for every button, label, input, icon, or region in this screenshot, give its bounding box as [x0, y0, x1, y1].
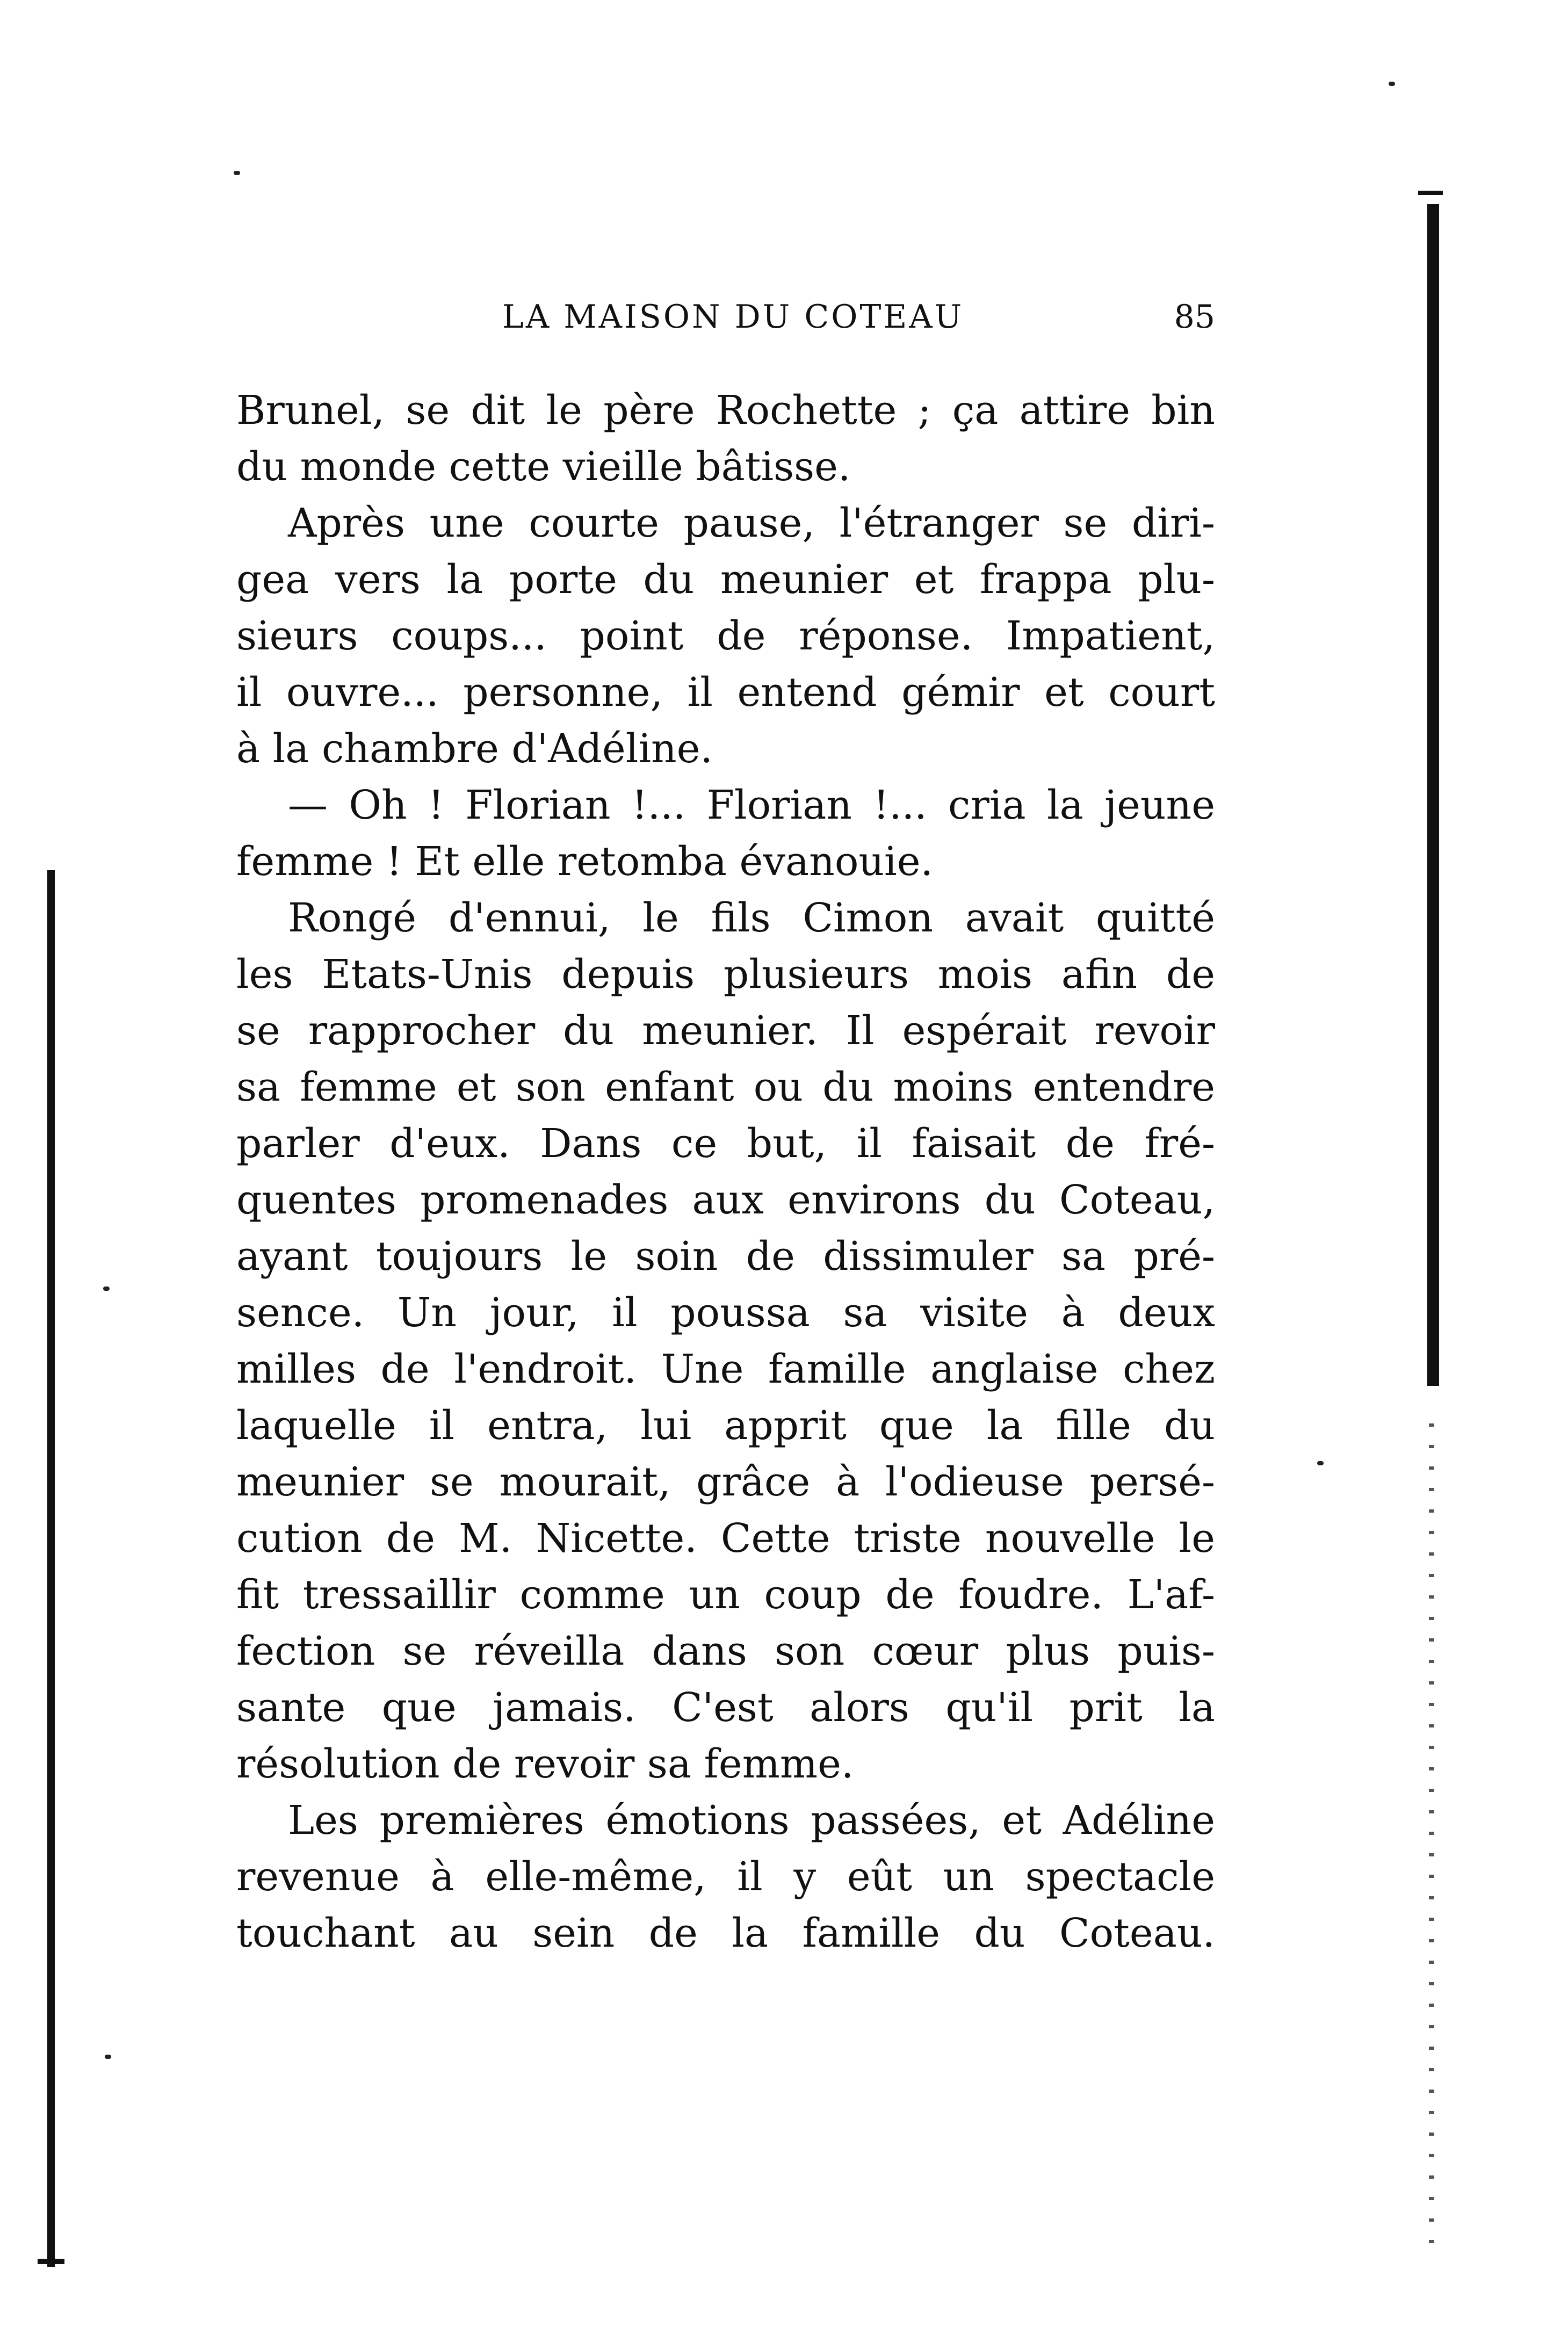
text-line: du monde cette vieille bâtisse. — [236, 444, 851, 490]
text-line: fit tressaillir comme un coup de foudre. L'af- — [236, 1572, 1215, 1618]
page-number: 85 — [1174, 298, 1215, 336]
text-line: résolution de revoir sa femme. — [236, 1741, 854, 1787]
text-line: à la chambre d'Adéline. — [236, 726, 713, 772]
text-line: sieurs coups... point de réponse. Impatient, — [236, 613, 1215, 659]
body-text — [236, 382, 1215, 1962]
text-line: Les premières émotions passées, et Adéline — [288, 1797, 1215, 1844]
text-line: gea vers la porte du meunier et frappa plu- — [236, 556, 1215, 603]
text-line: quentes promenades aux environs du Coteau, — [236, 1177, 1215, 1223]
text-line: sence. Un jour, il poussa sa visite à deux — [236, 1290, 1215, 1336]
scan-speck — [1317, 1461, 1324, 1465]
text-line: femme ! Et elle retomba évanouie. — [236, 839, 934, 885]
text-line: les Etats-Unis depuis plusieurs mois afin de — [236, 951, 1215, 997]
text-line: touchant au sein de la famille du Coteau. — [236, 1910, 1215, 1956]
text-line: ayant toujours le soin de dissimuler sa pré- — [236, 1233, 1215, 1280]
text-line: sante que jamais. C'est alors qu'il prit la — [236, 1685, 1215, 1731]
scan-edge-right-top — [1418, 191, 1443, 195]
text-line: se rapprocher du meunier. Il espérait revoir — [236, 1008, 1215, 1054]
scan-speck — [105, 2055, 111, 2059]
running-title: LA MAISON DU COTEAU — [502, 298, 964, 336]
text-line: meunier se mourait, grâce à l'odieuse persé- — [236, 1459, 1215, 1505]
text-line: milles de l'endroit. Une famille anglaise chez — [236, 1346, 1215, 1392]
text-line: sa femme et son enfant ou du moins entendre — [236, 1064, 1215, 1110]
text-line: Rongé d'ennui, le fils Cimon avait quitté — [288, 895, 1215, 941]
text-line: cution de M. Nicette. Cette triste nouvelle le — [236, 1515, 1215, 1562]
text-line: — Oh ! Florian !... Florian !... cria la jeune — [288, 782, 1215, 828]
scan-edge-dots — [1429, 1423, 1434, 2256]
text-line: Après une courte pause, l'étranger se diri- — [288, 500, 1215, 546]
text-line: laquelle il entra, lui apprit que la fille du — [236, 1403, 1215, 1449]
text-line: il ouvre... personne, il entend gémir et court — [236, 669, 1215, 715]
scan-edge-right — [1427, 204, 1439, 1386]
text-line: Brunel, se dit le père Rochette ; ça attire bin — [236, 387, 1215, 433]
scan-edge-left-foot — [38, 2259, 64, 2264]
scan-speck — [1389, 82, 1395, 86]
running-header — [502, 293, 1215, 341]
text-line: fection se réveilla dans son cœur plus puis- — [236, 1628, 1215, 1674]
scan-speck — [234, 171, 240, 175]
scan-speck — [103, 1286, 110, 1291]
text-line: parler d'eux. Dans ce but, il faisait de fré- — [236, 1121, 1215, 1167]
text-line: revenue à elle-même, il y eût un spectacle — [236, 1854, 1215, 1900]
scan-edge-left — [47, 870, 55, 2267]
